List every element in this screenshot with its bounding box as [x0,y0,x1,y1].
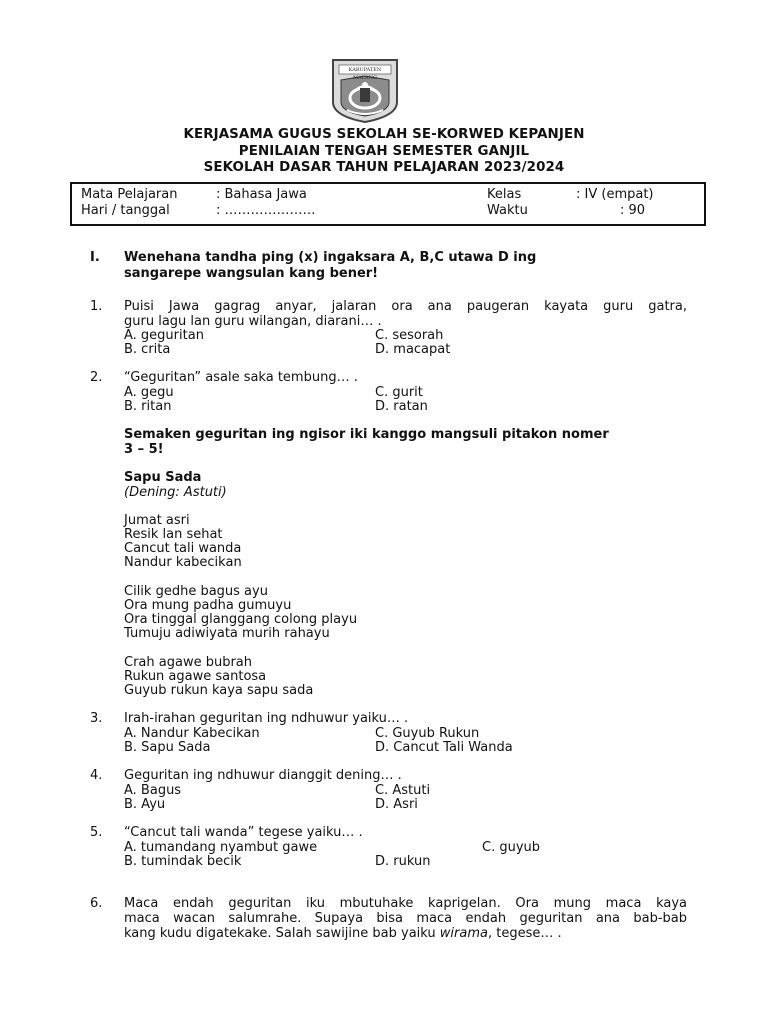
option-b[interactable]: B. tumindak becik [124,854,242,869]
question-text-line2: guru lagu lan guru wilangan, diarani… . [124,314,382,329]
option-a[interactable]: A. gegu [124,385,174,400]
question-text-line1: Puisi Jawa gagrag anyar, jalaran ora ana paugeran kayata guru gatra, [124,299,687,314]
poem-instruction [124,427,694,457]
option-b[interactable]: B. Sapu Sada [124,740,211,755]
option-a[interactable]: A. Nandur Kabecikan [124,726,260,741]
option-a[interactable]: A. tumandang nyambut gawe [124,840,318,855]
question-number: 4. [90,768,103,783]
question-text: “Cancut tali wanda” tegese yaiku… . [124,825,363,840]
question-text-line1: Maca endah geguritan iku mbutuhake kaprigelan. Ora mung maca kaya [124,896,687,911]
poem-line: Cancut tali wanda [124,541,242,556]
option-c[interactable]: C. gurit [375,385,423,400]
question-text-line3 [124,926,562,941]
emphasized-term: wirama [439,926,488,941]
question-number: 1. [90,299,103,314]
question-text: Geguritan ing ndhuwur dianggit dening… . [124,768,402,783]
time-label: Waktu [487,203,528,218]
option-d[interactable]: D. macapat [375,342,451,357]
question-text-line2: maca wacan salumrahe. Supaya bisa maca endah geguritan ana bab-bab [124,911,687,926]
poem-line: Guyub rukun kaya sapu sada [124,683,314,698]
exam-info-box [70,182,706,226]
time-value: : 90 [620,203,646,218]
section-instruction [124,250,644,282]
poem-title: Sapu Sada [124,470,202,485]
option-d[interactable]: D. ratan [375,399,428,414]
poem-line: Cilik gedhe bagus ayu [124,584,268,599]
option-c[interactable]: C. Guyub Rukun [375,726,480,741]
poem-line: Resik lan sehat [124,527,223,542]
subject-value: : Bahasa Jawa [216,187,307,202]
question-number: 6. [90,896,103,911]
class-label: Kelas [487,187,522,202]
header-title-line2: PENILAIAN TENGAH SEMESTER GANJIL [238,144,530,159]
option-d[interactable]: D. Cancut Tali Wanda [375,740,513,755]
section-instruction-line1: Wenehana tandha ping (x) ingaksara A, B,C utawa D ing [124,250,537,265]
header-title-line1: KERJASAMA GUGUS SEKOLAH SE-KORWED KEPANJEN [183,127,585,142]
poem-line: Rukun agawe santosa [124,669,267,684]
poem-line: Ora tinggal glanggang colong playu [124,612,358,627]
date-label: Hari / tanggal [81,203,170,218]
question-number: 2. [90,370,103,385]
option-c[interactable]: C. guyub [482,840,541,855]
option-a[interactable]: A. Bagus [124,783,182,798]
question-text: “Geguritan” asale saka tembung… . [124,370,358,385]
question-text-line3-start: kang kudu digatekake. Salah sawijine bab yaiku [124,926,440,941]
option-b[interactable]: B. Ayu [124,797,166,812]
poem-line: Jumat asri [124,513,190,528]
header-title-line3: SEKOLAH DASAR TAHUN PELAJARAN 2023/2024 [203,160,565,175]
option-d[interactable]: D. Asri [375,797,418,812]
question-text-line3-end: , tegese… . [487,926,562,941]
section-number: I. [90,250,100,265]
option-c[interactable]: C. Astuti [375,783,431,798]
poem-line: Crah agawe bubrah [124,655,253,670]
poem-instruction-line2: 3 – 5! [124,442,164,457]
option-b[interactable]: B. ritan [124,399,172,414]
date-value: : ………………… [216,203,316,218]
question-text: Irah-irahan geguritan ing ndhuwur yaiku… . [124,711,409,726]
question-number: 3. [90,711,103,726]
section-instruction-line2: sangarepe wangsulan kang bener! [124,266,379,281]
subject-label: Mata Pelajaran [81,187,178,202]
school-district-logo [331,58,399,124]
poem-author: (Dening: Astuti) [124,485,227,500]
logo-caption: KABUPATEN MALANG [348,67,382,81]
poem-line: Nandur kabecikan [124,555,242,570]
option-b[interactable]: B. crita [124,342,171,357]
question-number: 5. [90,825,103,840]
class-value: : IV (empat) [576,187,654,202]
option-d[interactable]: D. rukun [375,854,431,869]
option-a[interactable]: A. geguritan [124,328,204,343]
poem-line: Ora mung padha gumuyu [124,598,292,613]
option-c[interactable]: C. sesorah [375,328,444,343]
poem-line: Tumuju adiwiyata murih rahayu [124,626,330,641]
poem-instruction-line1: Semaken geguritan ing ngisor iki kanggo mangsuli pitakon nomer [124,427,609,442]
